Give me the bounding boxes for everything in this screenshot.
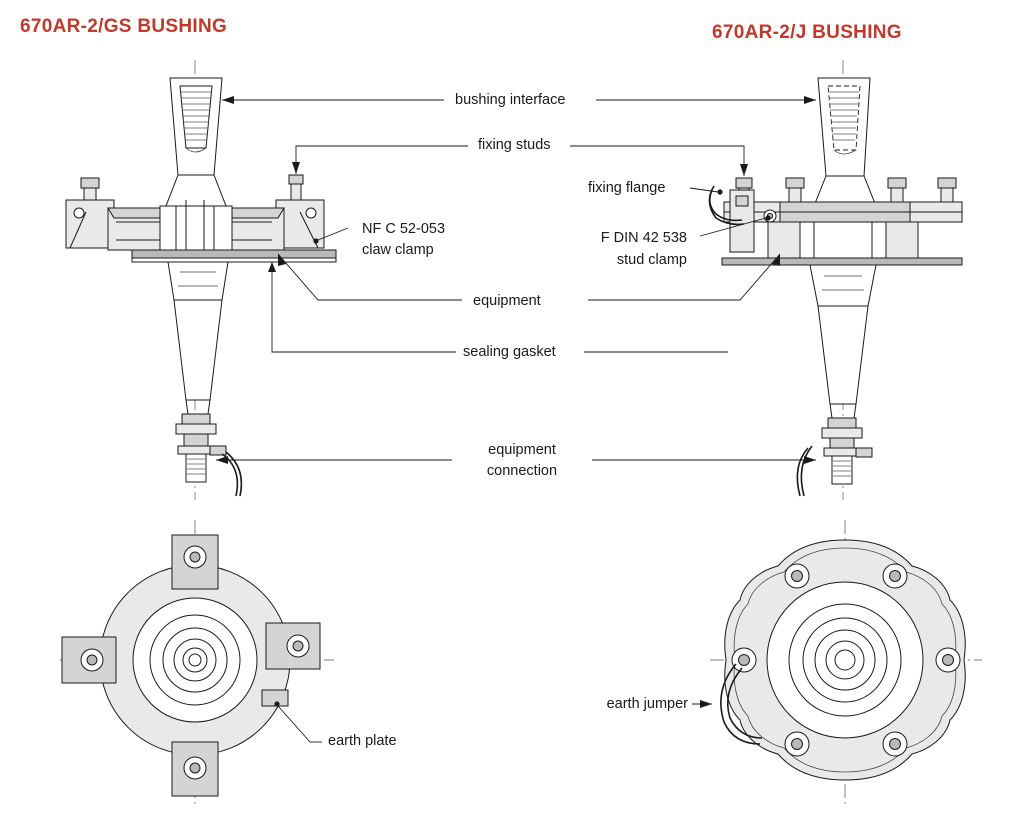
left-clamp-hole-left bbox=[74, 208, 84, 218]
left-equipment-connection bbox=[176, 414, 241, 496]
left-interface-thread bbox=[180, 86, 212, 148]
label-stud-clamp: stud clamp bbox=[616, 252, 687, 268]
left-plan-claw-bottom bbox=[172, 742, 218, 796]
label-equipment: equipment bbox=[473, 293, 541, 309]
title-right-bushing: 670AR-2/J BUSHING bbox=[712, 22, 902, 43]
label-fixing-studs: fixing studs bbox=[478, 137, 551, 153]
left-clamp-hole-right bbox=[306, 208, 316, 218]
label-fixing-flange: fixing flange bbox=[588, 180, 666, 196]
right-inner-sleeve bbox=[800, 222, 886, 258]
left-plan-view bbox=[60, 520, 334, 806]
right-lower-shoulder bbox=[810, 265, 876, 306]
left-plan-claw-left bbox=[62, 637, 116, 683]
label-bushing-interface: bushing interface bbox=[455, 92, 566, 108]
title-left-bushing: 670AR-2/GS BUSHING bbox=[20, 16, 228, 37]
left-sealing-gasket bbox=[132, 250, 336, 258]
right-sealing-gasket bbox=[722, 258, 962, 265]
right-plan-view bbox=[692, 520, 982, 806]
left-lower-shoulder bbox=[168, 262, 228, 300]
left-plan-claw-top bbox=[172, 535, 218, 589]
left-lower-cone bbox=[174, 300, 222, 400]
left-cone-tip bbox=[186, 400, 210, 414]
left-fixing-stud-left bbox=[81, 178, 99, 202]
label-equipment-connection-2: connection bbox=[486, 463, 558, 479]
right-equipment-connection bbox=[797, 418, 872, 496]
label-claw-clamp-standard: NF C 52-053 bbox=[362, 221, 446, 237]
label-equipment-connection-1: equipment bbox=[488, 442, 556, 458]
right-bushing-elevation bbox=[709, 60, 962, 500]
label-earth-jumper: earth jumper bbox=[606, 696, 688, 712]
left-fixing-stud-right bbox=[289, 175, 303, 200]
label-earth-plate: earth plate bbox=[328, 733, 397, 749]
left-inner-sleeve bbox=[160, 206, 232, 250]
left-plan-claw-right bbox=[266, 623, 320, 669]
left-neck bbox=[166, 175, 226, 206]
left-gasket-under bbox=[132, 258, 336, 262]
left-bushing-elevation bbox=[66, 60, 336, 500]
label-claw-clamp: claw clamp bbox=[362, 242, 434, 258]
label-stud-clamp-standard: F DIN 42 538 bbox=[600, 230, 687, 246]
right-lower-cone bbox=[818, 306, 868, 404]
label-sealing-gasket: sealing gasket bbox=[463, 344, 556, 360]
right-upper-cone bbox=[818, 78, 870, 176]
